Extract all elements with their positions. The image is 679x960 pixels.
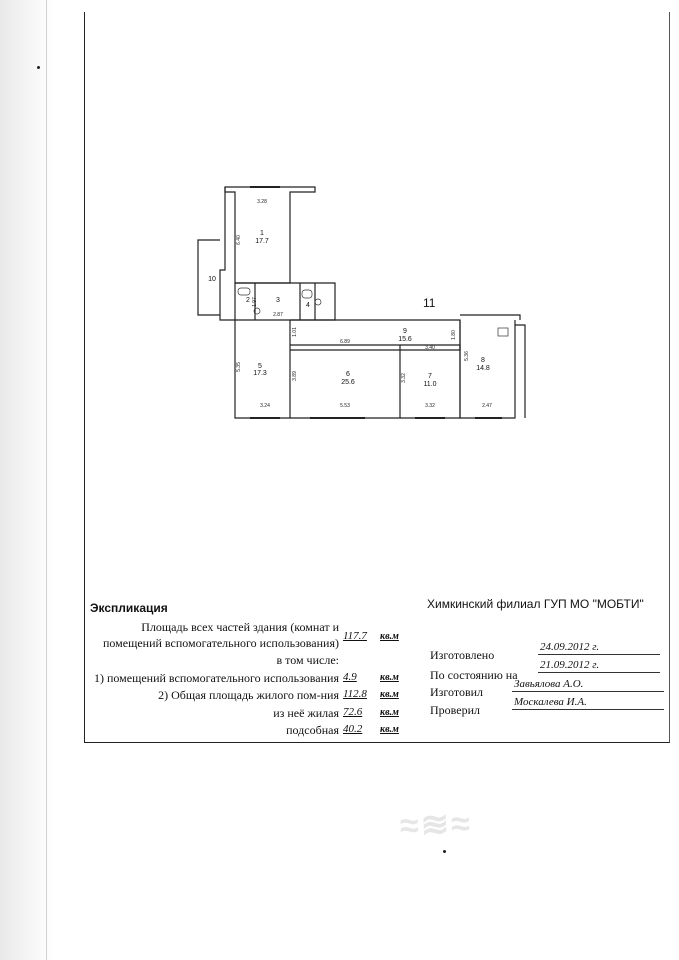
living-area-value: 72.6 <box>343 706 363 718</box>
room-label: 10 <box>208 276 216 283</box>
area-unit: кв.м <box>380 631 399 642</box>
explication-label: подсобная <box>286 723 339 737</box>
room-area: 17.7 <box>255 238 269 245</box>
svg-text:3.32: 3.32 <box>425 403 435 409</box>
checked-by-name: Москалева И.А. <box>512 696 664 710</box>
room-area: 25.6 <box>341 379 355 386</box>
explication-label: 1) помещений вспомогательного использования <box>93 671 339 685</box>
room-label: 7 <box>428 373 432 380</box>
scan-crease-line <box>46 0 47 960</box>
scan-speck <box>443 850 446 853</box>
svg-text:5.35: 5.35 <box>236 362 242 372</box>
svg-text:5.53: 5.53 <box>340 403 350 409</box>
auxiliary-area-value: 4.9 <box>343 671 357 683</box>
room-1-wall <box>225 187 315 283</box>
svg-text:6.89: 6.89 <box>340 339 350 345</box>
room-area: 14.8 <box>476 365 490 372</box>
scan-speck <box>37 66 40 69</box>
svg-text:2.87: 2.87 <box>273 312 283 318</box>
bleed-through-marks: ≈≋≈ <box>399 804 473 846</box>
as-of-date: 21.09.2012 г. <box>538 659 660 673</box>
room-label: 8 <box>481 357 485 364</box>
made-by-label: Изготовил <box>430 685 484 699</box>
svg-text:2.47: 2.47 <box>482 403 492 409</box>
area-unit: кв.м <box>380 689 399 700</box>
made-label: Изготовлено <box>430 648 495 662</box>
explication-label: Площадь всех частей здания (комнат и <box>141 620 339 634</box>
room-area: 11.0 <box>423 381 437 388</box>
room-label: 3 <box>276 297 280 304</box>
svg-text:3.40: 3.40 <box>425 345 435 351</box>
room-label: 1 <box>260 230 264 237</box>
svg-text:1.01: 1.01 <box>292 327 298 337</box>
explication-label: помещений вспомогательного использования) <box>102 636 339 650</box>
block-number: 11 <box>423 296 436 310</box>
room-label: 4 <box>306 302 310 309</box>
made-by-name: Завьялова А.О. <box>512 678 664 692</box>
explication-label: из неё жилая <box>273 706 339 720</box>
svg-text:3.89: 3.89 <box>292 371 298 381</box>
room-label: 2 <box>246 297 250 304</box>
room-label: 5 <box>258 363 262 370</box>
svg-text:1.80: 1.80 <box>451 330 457 340</box>
area-unit: кв.м <box>380 672 399 683</box>
total-area-value: 117.7 <box>343 630 367 642</box>
total-living-premises-value: 112.8 <box>343 688 367 700</box>
room-area: 15.6 <box>398 336 412 343</box>
room-label: 9 <box>403 328 407 335</box>
explication-heading: Экспликация <box>90 601 168 615</box>
explication-label: в том числе: <box>276 653 339 667</box>
svg-text:5.36: 5.36 <box>464 351 470 361</box>
room-area: 17.3 <box>253 370 267 377</box>
svg-text:6.40: 6.40 <box>236 235 242 245</box>
organization-name: Химкинский филиал ГУП МО "МОБТИ" <box>427 597 644 611</box>
checked-by-label: Проверил <box>430 703 480 717</box>
floor-plan <box>190 180 535 430</box>
area-unit: кв.м <box>380 707 399 718</box>
svg-text:3.28: 3.28 <box>257 199 267 205</box>
area-unit: кв.м <box>380 724 399 735</box>
room-label: 6 <box>346 371 350 378</box>
made-date: 24.09.2012 г. <box>538 641 660 655</box>
utility-area-value: 40.2 <box>343 723 363 735</box>
svg-text:3.32: 3.32 <box>401 373 407 383</box>
svg-text:1.97: 1.97 <box>252 297 258 307</box>
svg-text:3.24: 3.24 <box>260 403 270 409</box>
as-of-label: По состоянию на <box>430 668 518 682</box>
explication-label: 2) Общая площадь жилого пом-ния <box>158 688 339 702</box>
